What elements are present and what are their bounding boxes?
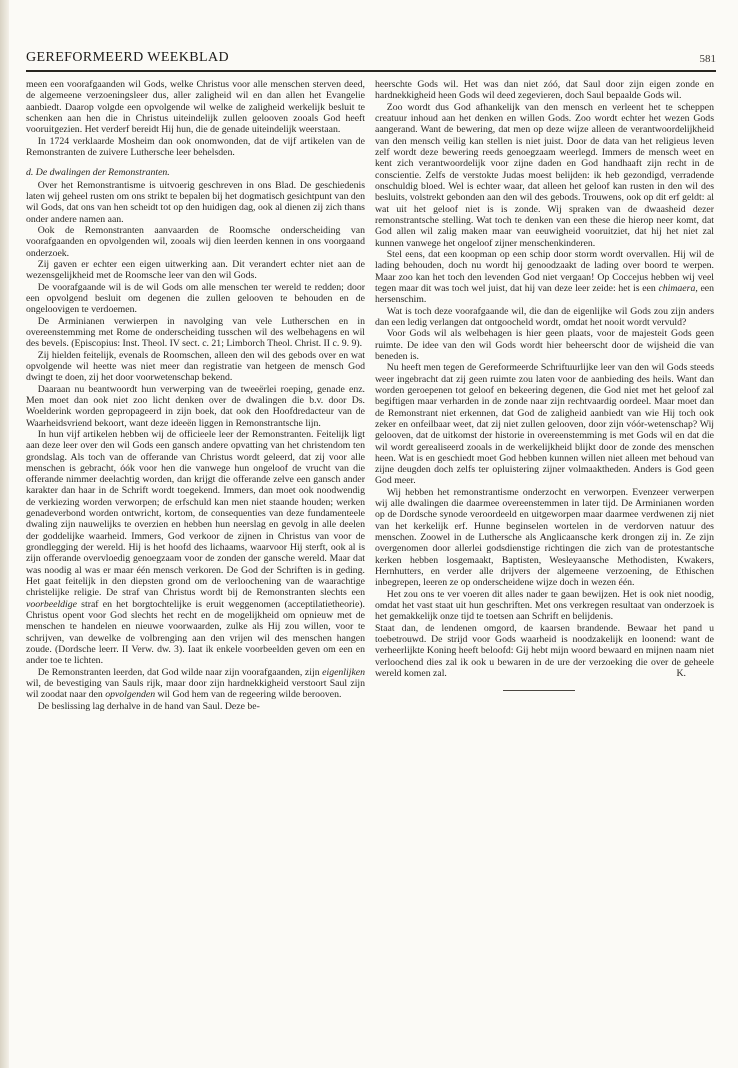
text-run: straf en het borgtochtelijke is eruit weggenomen (acceptilatietheorie). Christus opent voor God slechts het recht en de mogelijkheid om opnieuw met de menschen te handelen en nieuwe voorwaarden, zulke als Hij zou willen, voor te schrijven, van dewelke de volbrenging aan den vrijen wil des menschen hangen zoude. (Dordsche leerr. II Verw. dw. 3). Iaat ik enkele voorbeelden geven om een en ander toe te lichten. [26, 598, 365, 667]
paragraph: Zij hielden feitelijk, evenals de Roomschen, alleen den wil des gebods over en wat opvolgende wil heette was niet meer dan registratie van hetgeen de mensch God dwingt te doen, zij het door voorwetenschap bekend. [26, 349, 365, 384]
right-column [375, 79, 714, 1019]
paragraph: Daaraan nu beantwoordt hun verwerping van de tweeërlei roeping, genade enz. Men moet dan ook niet zoo licht denken over de dwalingen die b.v. door Ds. Woelderink worden gepropageerd in zijn boek, dat ook den Hoofdredacteur van de Waarheidsvriend bekoort, want deze ideeën liggen in Remonstrantsche lijn. [26, 383, 365, 429]
paragraph [375, 249, 714, 306]
paragraph: De Arminianen verwierpen in navolging van vele Lutherschen en in overeenstemming met Rome de onderscheiding tusschen wil des welbehagens en wil des bevels. (Episcopius: Inst. Theol. IV sect. c. 21; Limborch Theol. Christ. II c. 9. 9). [26, 315, 365, 350]
left-column [26, 79, 365, 1019]
paragraph: Over het Remonstrantisme is uitvoerig geschreven in ons Blad. De geschiedenis laten wij geheel rusten om ons strikt te bepalen bij het dogmatisch gesichtpunt van den wil Gods, dat ons van hen scheidt tot op den huidigen dag, ook al dienen zij zich thans onder andere namen aan. [26, 179, 365, 225]
paragraph: De beslissing lag derhalve in de hand van Saul. Deze be- [37, 700, 260, 712]
text-run: wil God hem van de regeering wilde berooven. [155, 689, 342, 701]
text-run: Staat dan, de lendenen omgord, de kaarsen brandende. Bewaar het pand u toebetrouwd. De strijd voor Gods waarheid is noodzakelijk en loonend: want de verheerlijkte Koning heeft beloofd: Gij hebt mijn woord bewaard en mijnen naam niet verloochend dies zal ik ook u bewaren in de ure der verzoeking die over de geheele wereld komen zal. [375, 622, 714, 680]
paragraph: heerschte Gods wil. Het was dan niet zóó, dat Saul door zijn eigen zonde en hardnekkigheid heen Gods wil deed zegevieren, doch Saul bepaalde Gods wil. [375, 79, 714, 102]
italic-term: voorbeeldige [26, 598, 77, 610]
closing-rule [503, 690, 575, 691]
header-rule [26, 70, 716, 72]
text-run: In hun vijf artikelen hebben wij de officieele leer der Remonstranten. Feitelijk ligt aan deze leer over den wil Gods een gansch andere opvatting van het christendom ten grondslag. Als toch van de offerande van Christus wordt geleerd, dat zij voor alle menschen is gebracht, óók voor hen die vanwege hun ongeloof de vrucht van die offerande nimmer deelachtig worden, dan krijgt die offerande zelve een gansch ander karakter dan haar in de Schrift wordt toegekend. Immers, dan moet ook noodwendig de verkiezing worden verworpen; de erfschuld kan men niet staande houden; werken genadeverbond worden ontwricht, kortom, de consequenties van deze fundamenteele dwaling zijn nauwelijks te overzien en hebben hun neerslag en gevolg in alle deelen der goddelijke waarheid. Immers, God verkoor de zijnen in Christus van voor de grondlegging der wereld. Hij is het hoofd des lichaams, waarvoor Hij sterft, ook al is zijn offerande overvloedig genoegzaam voor de zonden der gansche wereld. Maar dat was noodig al was er maar één mensch verkoren. De God der Schriften is in geding. Het gaat feitelijk in den diepsten grond om de verloochening van de waarachtige christelijke religie. De straf van Christus wordt bij de Remonstranten slechts een [26, 428, 365, 599]
italic-term: eigenlijken [322, 666, 365, 678]
paragraph [26, 429, 365, 667]
paragraph: Zij gaven er echter een eigen uitwerking aan. Dit verandert echter niet aan de wezensgelijkheid met de Roomsche leer van den wil Gods. [26, 258, 365, 282]
signature: K. [676, 668, 686, 680]
paragraph: Voor Gods wil als welbehagen is hier geen plaats, voor de majesteit Gods geen ruimte. De idee van den wil Gods wordt hier beheerscht door de wijsheid die van beneden is. [375, 328, 714, 362]
section-heading: d. De dwalingen der Remonstranten. [26, 167, 170, 179]
paragraph: Wij hebben het remonstrantisme onderzocht en verworpen. Evenzeer verwerpen wij alle dwalingen die daarmee overeenstemmen in later tijd. De Arminianen worden op de Dordsche synode veroordeeld en uitgeworpen maar daarmee verdwenen zij niet van het kerkelijk erf. Hunne beginselen wortelen in de verdorven natuur des menschen. Zoowel in de Luthersche als Anglicaansche kerk drongen zij in. Ze zijn overgenomen door allerlei godsdienstige richtingen die zich van de protestantsche kerken hebben losgemaakt, Baptisten, Wesleyaansche Methodisten, Kwakers, Hernhutters, en verder alle drijvers der algemeene verzoening, de Ethischen inbegrepen, leeren ze op onderscheidene wijze doch in wezen één. [375, 486, 714, 589]
paragraph: In 1724 verklaarde Mosheim dan ook onomwonden, dat de vijf artikelen van de Remonstranten de zuivere Luthersche leer behelsden. [26, 135, 365, 158]
paragraph: Ook de Remonstranten aanvaarden de Roomsche onderscheiding van voorafgaanden en opvolgenden wil, zooals wij dien leerden kennen in ons voorgaand onderzoek. [26, 224, 365, 259]
paragraph: Nu heeft men tegen de Gereformeerde Schriftuurlijke leer van den wil Gods steeds weer ingebracht dat zij geen ruimte zou laten voor de aanbieding des heils. Want dan worden geroepenen tot geloof en bekeering degenen, die God niet met het geloof zal begiftigen maar verharden in de zonde naar zijn rechtvaardig oordeel. Maar moet dan de Remonstrant niet erkennen, dat God de zaligheid aanbiedt van wie Hij toch ook zeker en onfeilbaar weet, dat zij niet zullen gelooven, door zijn vóór-wetenschap? Wij gelooven, dat de uitkomst der historie in overeenstemming is met Gods wil en dat die wil wordt gerealiseerd zooals in de werkelijkheid blijkt door de zonde des menschen heen. Wat is en geschiedt moet God hebben kunnen willen niet alleen met behoud van zijne deugden doch zelfs ter opluistering zijner volmaaktheden. Anders is God geen God meer. [375, 362, 714, 487]
text-run: De Remonstranten leerden, dat God wilde naar zijn voorafgaanden, zijn [37, 666, 323, 678]
text-run: Stel eens, dat een koopman op een schip door storm wordt overvallen. Hij wil de lading behouden, doch nu wordt hij genoodzaakt de lading over boord te werpen. Maar zoo kan het toch den levenden God niet vergaan! Op Coccejus hebben wij veel tegen maar dit was toch wel juist, dat hij van deze leer zeide: het is een [375, 248, 714, 294]
page-number: 581 [699, 53, 716, 65]
page-edge-shadow [0, 0, 9, 1068]
journal-title: GEREFORMEERD WEEKBLAD [26, 50, 229, 65]
page-header [26, 50, 716, 72]
italic-term: chimaera [658, 282, 696, 294]
text-run: , een hersenschim. [375, 282, 714, 306]
paragraph: De voorafgaande wil is de wil Gods om alle menschen ter wereld te redden; door een opvolgend besluit om degenen die zullen gelooven te behouden en de ongeloovigen te verdoemen. [26, 281, 365, 316]
italic-term: opvolgenden [105, 689, 156, 701]
paragraph [375, 623, 714, 680]
paragraph: Wat is toch deze voorafgaande wil, die dan de eigenlijke wil Gods zou zijn anders dan een ledig verlangen dat ontgoocheld wordt, omdat het nooit wordt vervuld? [375, 305, 714, 328]
paragraph [26, 667, 365, 701]
text-run: wil, de bevestiging van Sauls rijk, maar door zijn hardnekkigheid verstoort Saul zijn wil zoodat naar den [26, 678, 365, 701]
paragraph: Het zou ons te ver voeren dit alles nader te gaan bewijzen. Het is ook niet noodig, omdat het vast staat uit hun geschriften. Met ons verkregen resultaat van onderzoek is het gemakkelijk onze tijd te toetsen aan Schrift en belijdenis. [375, 588, 714, 623]
paragraph: Zoo wordt dus God afhankelijk van den mensch en verleent het te scheppen creatuur inhoud aan het denken en willen Gods. Zoo wordt echter het wezen Gods aangerand. Want de bewering, dat men op deze wijze alleen de verantwoordelijkheid van den mensch veilig kan stellen is niet juist. Door de data van het religieus leven zelf wordt deze bewering reeds genoegzaam weerlegd. Immers de mensch weet en kent zich verantwoordelijk voor zijne daden en God handhaaft zijn recht in de conscientie. Zelfs de verstokte Judas moest belijden: ik heb gezondigd, verradende onschuldig bloed. Wel is echter waar, dat alleen het geloof kan rusten in den wil des besluits, volstrekt gebonden aan den wil des gebods. Trouwens, ook op dit erf geldt: al wat uit het geloof niet is is zonde. Wij spraken van de dwaasheid dezer remonstrantsche stelling. Wat toch te denken van een these die hierop neer komt, dat God allen wil zalig maken maar van eeuwigheid vooruitziet, dat hij het niet zal kunnen vanwege het ongeloof zijner menschenkinderen. [375, 101, 714, 249]
paragraph: meen een voorafgaanden wil Gods, welke Christus voor alle menschen sterven deed, de algemeene verzoeningsleer dus, aller zaligheid wil en dan allen het Evangelie aanbiedt. Daarop volgde een opvolgende wil welke de zaligheid werkelijk besluit te schenken aan hen die in Christus uiteindelijk zullen gelooven zooals God heeft vooruitgezien. Het verderf bereidt Hij hun, die de genade uiteindelijk weerstaan. [26, 79, 365, 136]
